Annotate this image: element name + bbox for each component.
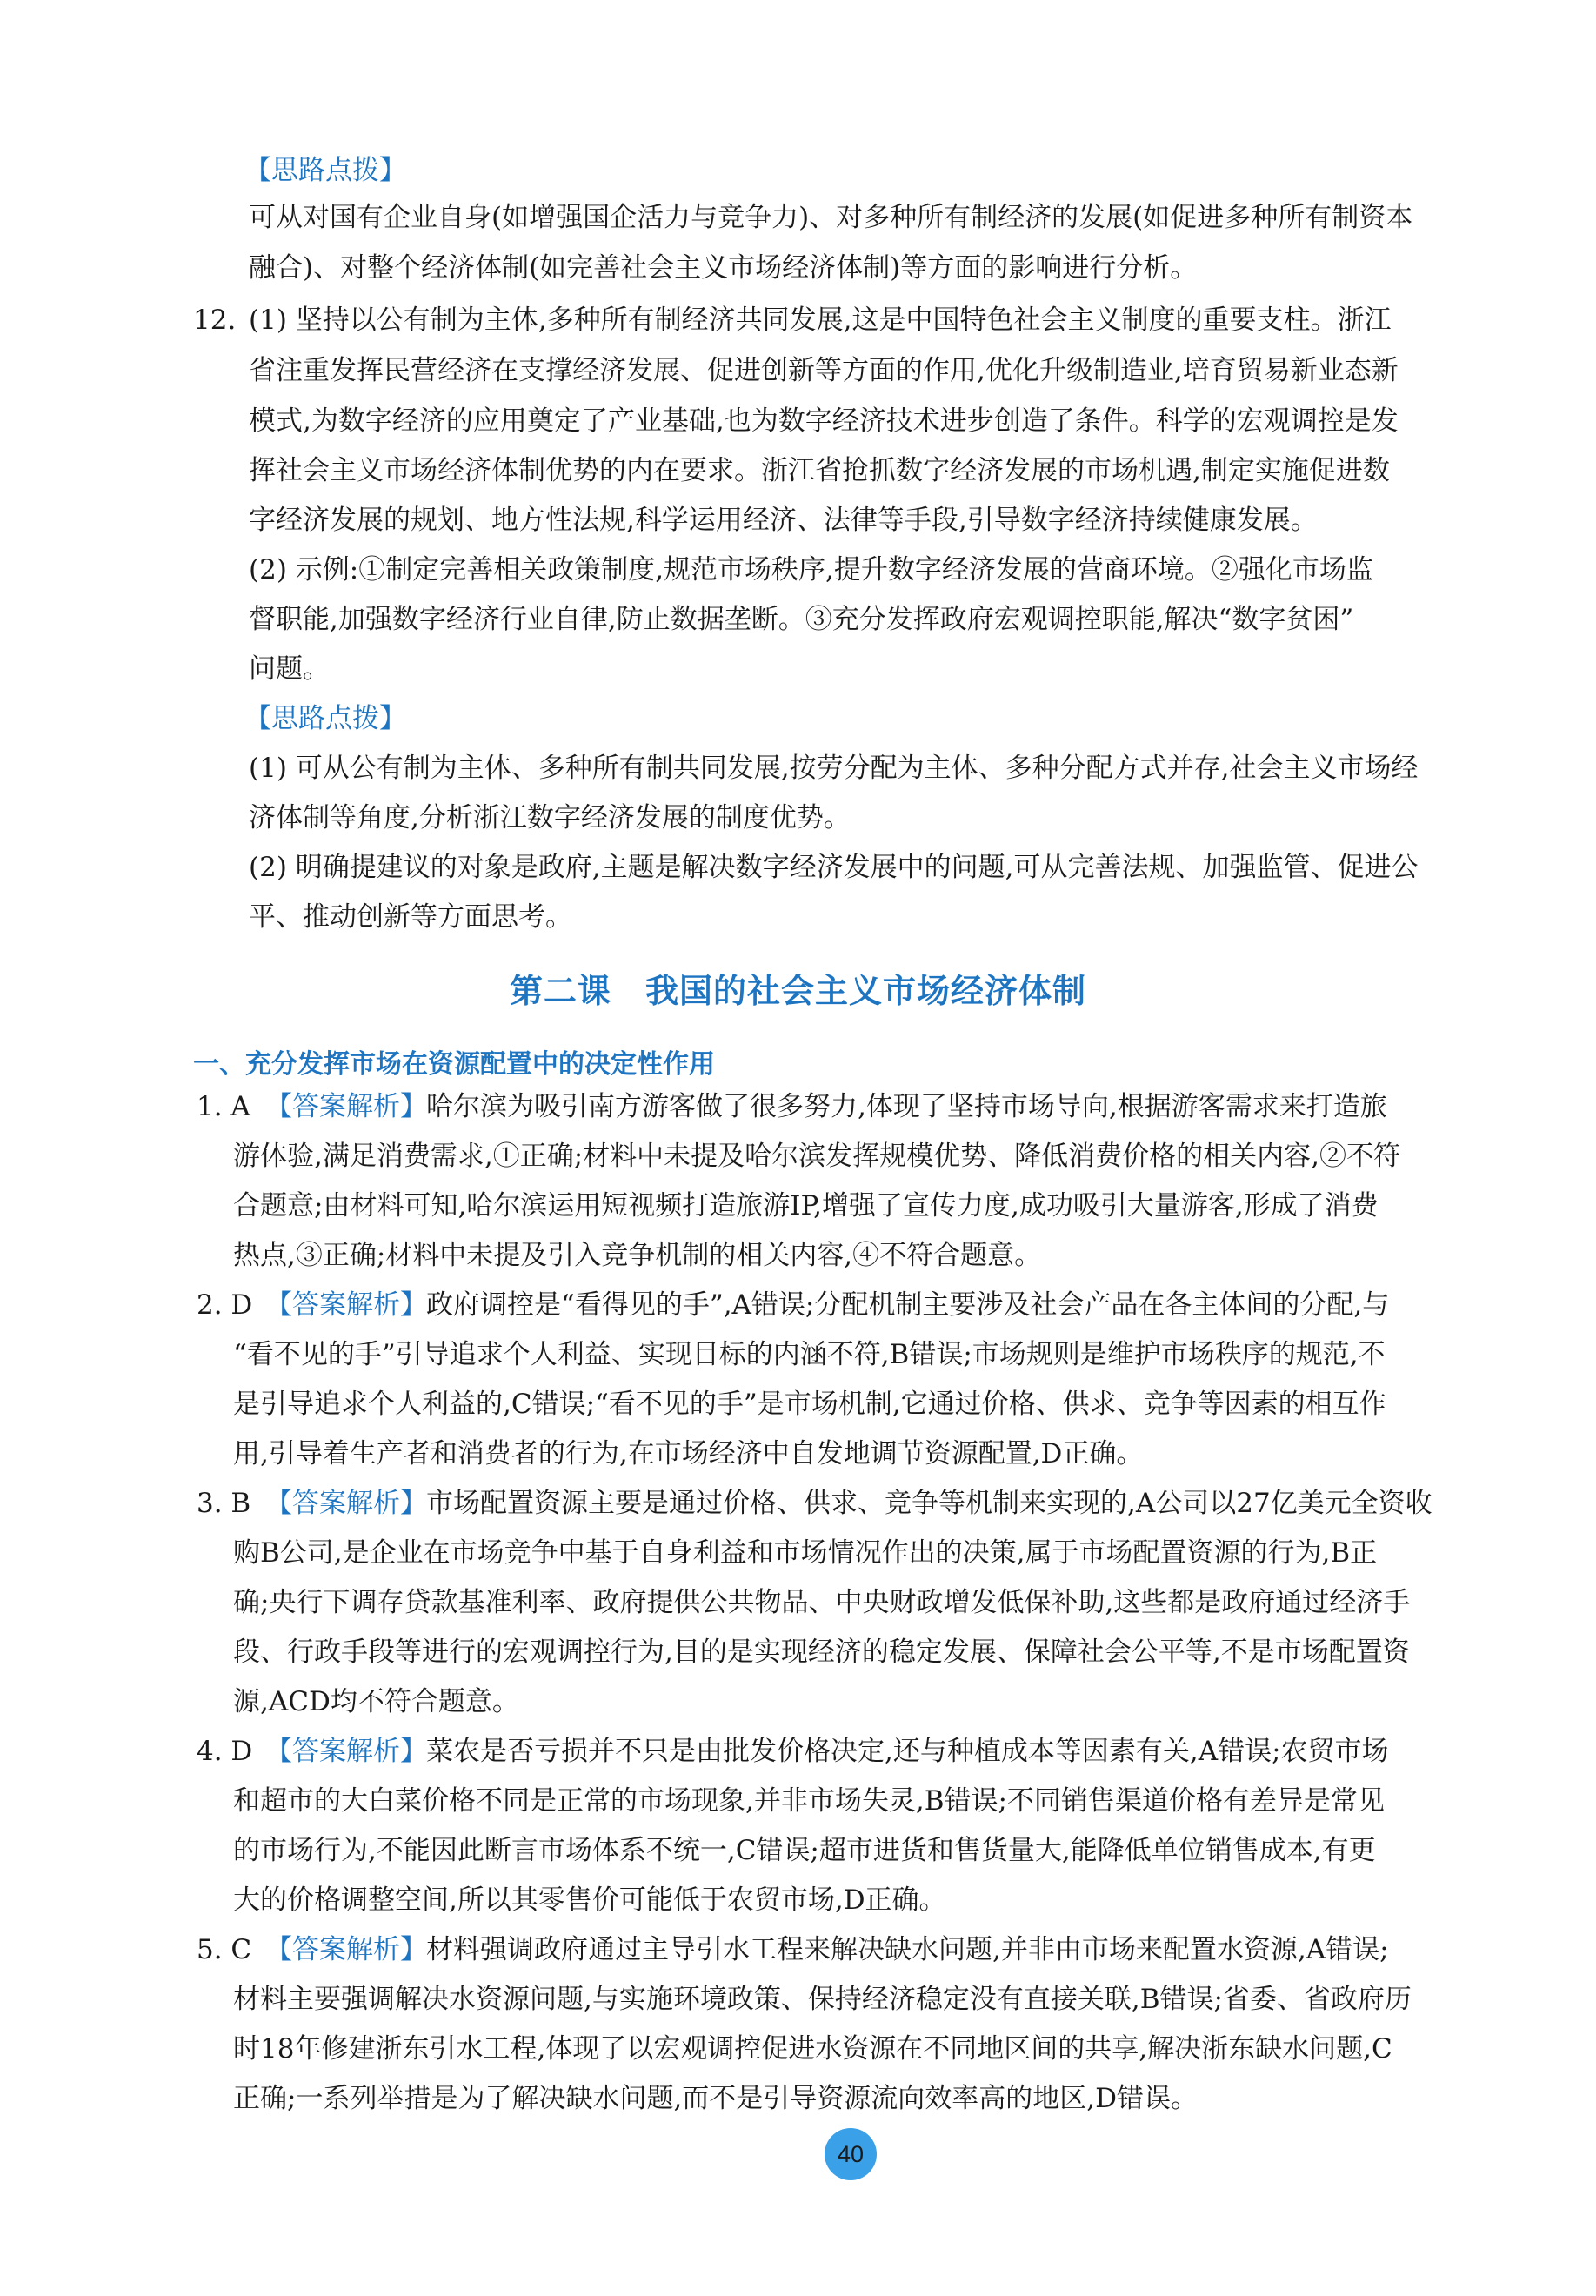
- text-line: 大的价格调整空间,所以其零售价可能低于农贸市场,D正确。: [233, 1884, 946, 1916]
- text-line: 可从对国有企业自身(如增强国企活力与竞争力)、对多种所有制经济的发展(如促进多种所有制资本: [249, 202, 1413, 233]
- text-line: 段、行政手段等进行的宏观调控行为,目的是实现经济的稳定发展、保障社会公平等,不是市场配置资: [233, 1637, 1410, 1668]
- text-line: 省注重发挥民营经济在支撑经济发展、促进创新等方面的作用,优化升级制造业,培育贸易新业态新: [249, 355, 1399, 386]
- answer-label: 【答案解析】: [265, 1091, 427, 1122]
- text-line: 挥社会主义市场经济体制优势的内在要求。浙江省抢抓数字经济发展的市场机遇,制定实施促进数: [249, 455, 1390, 486]
- hint-label-2: 【思路点拨】: [244, 703, 406, 734]
- text-line: 材料主要强调解决水资源问题,与实施环境政策、保持经济稳定没有直接关联,B错误;省委、省政府历: [233, 1984, 1412, 2015]
- section-heading: 一、充分发挥市场在资源配置中的决定性作用: [193, 1049, 715, 1080]
- text-line: 的市场行为,不能因此断言市场体系不统一,C错误;超市进货和售货量大,能降低单位销售成本,有更: [233, 1835, 1376, 1866]
- text-line: (2) 示例:①制定完善相关政策制度,规范市场秩序,提升数字经济发展的营商环境。②强化市场监: [249, 554, 1373, 586]
- text-line: (1) 可从公有制为主体、多种所有制共同发展,按劳分配为主体、多种分配方式并存,社会主义市场经: [249, 753, 1419, 784]
- text-line: (2) 明确提建议的对象是政府,主题是解决数字经济发展中的问题,可从完善法规、加强监管、促进公: [249, 852, 1419, 883]
- page-number: 40: [837, 2140, 865, 2167]
- text-line: “看不见的手”引导追求个人利益、实现目标的内涵不符,B错误;市场规则是维护市场秩序的规范,不: [233, 1339, 1386, 1370]
- answer-number-3: 3. B: [197, 1488, 251, 1519]
- lesson-title: 第二课 我国的社会主义市场经济体制: [509, 972, 1086, 1010]
- answer-number-2: 2. D: [197, 1289, 253, 1321]
- question-number-12: 12.: [193, 305, 237, 336]
- text-line: 融合)、对整个经济体制(如完善社会主义市场经济体制)等方面的影响进行分析。: [249, 252, 1198, 284]
- text-line: 平、推动创新等方面思考。: [249, 901, 572, 933]
- answer-label: 【答案解析】: [265, 1934, 427, 1965]
- text-line: 模式,为数字经济的应用奠定了产业基础,也为数字经济技术进步创造了条件。科学的宏观调控是发: [249, 405, 1399, 437]
- text-line: (1) 坚持以公有制为主体,多种所有制经济共同发展,这是中国特色社会主义制度的重要支柱。浙江: [249, 305, 1392, 336]
- text-line: 督职能,加强数字经济行业自律,防止数据垄断。③充分发挥政府宏观调控职能,解决“数字贫困”: [249, 604, 1354, 635]
- answer-label: 【答案解析】: [265, 1289, 427, 1321]
- text-line: 合题意;由材料可知,哈尔滨运用短视频打造旅游IP,增强了宣传力度,成功吸引大量游客,形成了消费: [233, 1190, 1379, 1222]
- text-line: 济体制等角度,分析浙江数字经济发展的制度优势。: [249, 802, 851, 833]
- text-line: 哈尔滨为吸引南方游客做了很多努力,体现了坚持市场导向,根据游客需求来打造旅: [426, 1091, 1387, 1122]
- text-line: 用,引导着生产者和消费者的行为,在市场经济中自发地调节资源配置,D正确。: [233, 1438, 1144, 1469]
- text-line: 字经济发展的规划、地方性法规,科学运用经济、法律等手段,引导数字经济持续健康发展。: [249, 505, 1318, 536]
- text-line: 材料强调政府通过主导引水工程来解决缺水问题,并非由市场来配置水资源,A错误;: [426, 1934, 1389, 1965]
- text-line: 和超市的大白菜价格不同是正常的市场现象,并非市场失灵,B错误;不同销售渠道价格有差异是常见: [233, 1785, 1385, 1817]
- text-line: 游体验,满足消费需求,①正确;材料中未提及哈尔滨发挥规模优势、降低消费价格的相关内容,②不符: [233, 1141, 1401, 1172]
- text-line: 时18年修建浙东引水工程,体现了以宏观调控促进水资源在不同地区间的共享,解决浙东缺水问题,C: [233, 2033, 1392, 2065]
- text-line: 菜农是否亏损并不只是由批发价格决定,还与种植成本等因素有关,A错误;农贸市场: [426, 1736, 1389, 1767]
- page-number-badge: [825, 2128, 877, 2180]
- text-line: 正确;一系列举措是为了解决缺水问题,而不是引导资源流向效率高的地区,D错误。: [233, 2083, 1199, 2114]
- text-line: 是引导追求个人利益的,C错误;“看不见的手”是市场机制,它通过价格、供求、竞争等因素的相互作: [233, 1389, 1386, 1420]
- text-line: 政府调控是“看得见的手”,A错误;分配机制主要涉及社会产品在各主体间的分配,与: [426, 1289, 1390, 1321]
- text-line: 确;央行下调存贷款基准利率、政府提供公共物品、中央财政增发低保补助,这些都是政府通过经济手: [233, 1587, 1411, 1618]
- answer-label: 【答案解析】: [265, 1736, 427, 1767]
- answer-label: 【答案解析】: [265, 1488, 427, 1519]
- text-line: 问题。: [249, 653, 330, 685]
- text-line: 热点,③正确;材料中未提及引入竞争机制的相关内容,④不符合题意。: [233, 1240, 1042, 1271]
- hint-label-1: 【思路点拨】: [244, 155, 406, 186]
- text-line: 市场配置资源主要是通过价格、供求、竞争等机制来实现的,A公司以27亿美元全资收: [426, 1488, 1432, 1519]
- answer-number-1: 1. A: [197, 1091, 250, 1122]
- text-line: 源,ACD均不符合题意。: [233, 1686, 519, 1717]
- answer-number-4: 4. D: [197, 1736, 253, 1767]
- text-line: 购B公司,是企业在市场竞争中基于自身利益和市场情况作出的决策,属于市场配置资源的行为,B正: [233, 1537, 1378, 1569]
- answer-number-5: 5. C: [197, 1934, 252, 1965]
